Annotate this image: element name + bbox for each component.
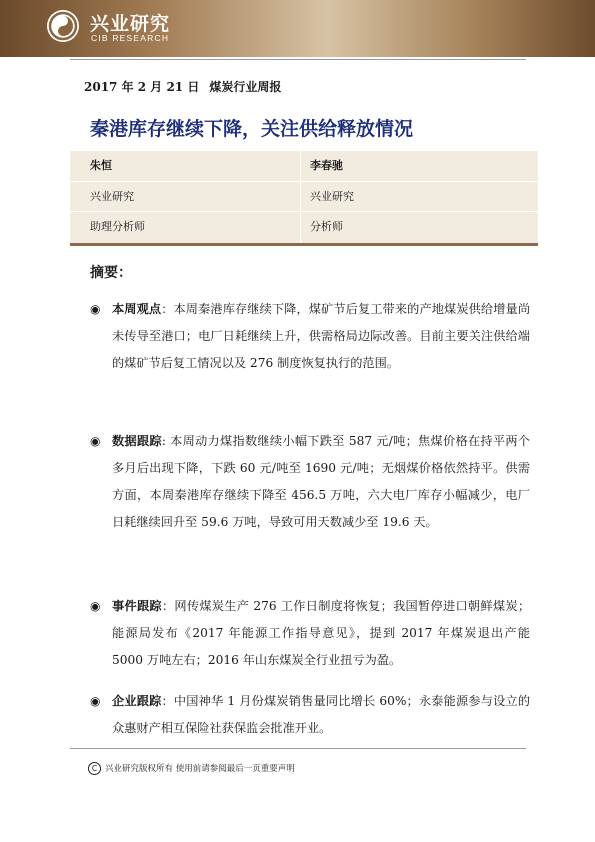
summary-item-label: 数据跟踪 xyxy=(112,434,162,448)
summary-item-text xyxy=(112,296,530,377)
summary-item-label: 事件跟踪 xyxy=(112,599,162,613)
header-banner xyxy=(0,0,595,57)
authors-column-divider xyxy=(300,151,301,243)
summary-heading: 摘要： xyxy=(90,265,132,281)
author-name-row xyxy=(70,151,538,181)
summary-item-body: ：网传煤炭生产 276 工作日制度将恢复；我国暂停进口朝鲜煤炭；能源局发布《2017 年能源工作指导意见》，提到 2017 年煤炭退出产能 5000 万吨左右；2016 年山东煤炭全行业扭亏为盈。 xyxy=(112,599,531,667)
bullet-icon: ◉ xyxy=(90,694,101,708)
copyright-icon: C xyxy=(88,762,101,775)
footer-text: 兴业研究版权所有 使用前请参阅最后一页重要声明 xyxy=(105,764,295,774)
cib-logo-icon xyxy=(47,10,79,42)
bullet-icon: ◉ xyxy=(90,302,101,316)
summary-item-view xyxy=(90,296,530,377)
report-category: 煤炭行业周报 xyxy=(209,80,282,94)
summary-item-companies xyxy=(90,688,530,742)
summary-item-text xyxy=(112,428,530,536)
report-dateline xyxy=(84,78,281,95)
summary-item-text xyxy=(112,593,530,674)
brand-name-cn: 兴业研究 xyxy=(90,13,171,35)
summary-item-label: 企业跟踪 xyxy=(112,694,162,708)
summary-item-data xyxy=(90,428,530,536)
author-1-name: 朱恒 xyxy=(90,159,112,172)
bottom-divider xyxy=(70,748,526,749)
top-divider xyxy=(70,59,526,60)
author-role-row xyxy=(70,211,538,242)
summary-item-body: ：中国神华 1 月份煤炭销售量同比增长 60%；永泰能源参与设立的众惠财产相互保险社获保监会批准开业。 xyxy=(112,694,531,735)
authors-bottom-rule xyxy=(70,243,538,246)
report-date: 2017 年 2 月 21 日 xyxy=(84,80,200,94)
authors-table xyxy=(70,151,538,243)
bullet-icon: ◉ xyxy=(90,434,101,448)
summary-item-label: 本周观点 xyxy=(112,302,162,316)
author-1-role: 助理分析师 xyxy=(90,220,145,233)
author-2-org: 兴业研究 xyxy=(310,190,354,203)
author-1-org: 兴业研究 xyxy=(90,190,134,203)
summary-item-body: ：本周秦港库存继续下降，煤矿节后复工带来的产地煤炭供给增量尚未传导至港口；电厂日耗继续上升，供需格局边际改善。目前主要关注供给端的煤矿节后复工情况以及 276 制度恢复执行的范围。 xyxy=(112,302,531,370)
summary-item-body: : 本周动力煤指数继续小幅下跌至 587 元/吨；焦煤价格在持平两个多月后出现下降，下跌 60 元/吨至 1690 元/吨；无烟煤价格依然持平。供需方面，本周秦港库存继续下降至 456.5 万吨，六大电厂库存小幅减少，电厂日耗继续回升至 59.6 万吨，导致可用天数减少至 19.6 天。 xyxy=(112,434,530,529)
summary-item-events xyxy=(90,593,530,674)
bullet-icon: ◉ xyxy=(90,599,101,613)
author-org-row xyxy=(70,181,538,212)
author-2-name: 李春驰 xyxy=(310,159,343,172)
brand-name-en: CIB RESEARCH xyxy=(91,33,170,43)
author-2-role: 分析师 xyxy=(310,220,343,233)
footer xyxy=(88,762,295,775)
report-title: 秦港库存继续下降，关注供给释放情况 xyxy=(90,118,414,140)
summary-item-text xyxy=(112,688,530,742)
